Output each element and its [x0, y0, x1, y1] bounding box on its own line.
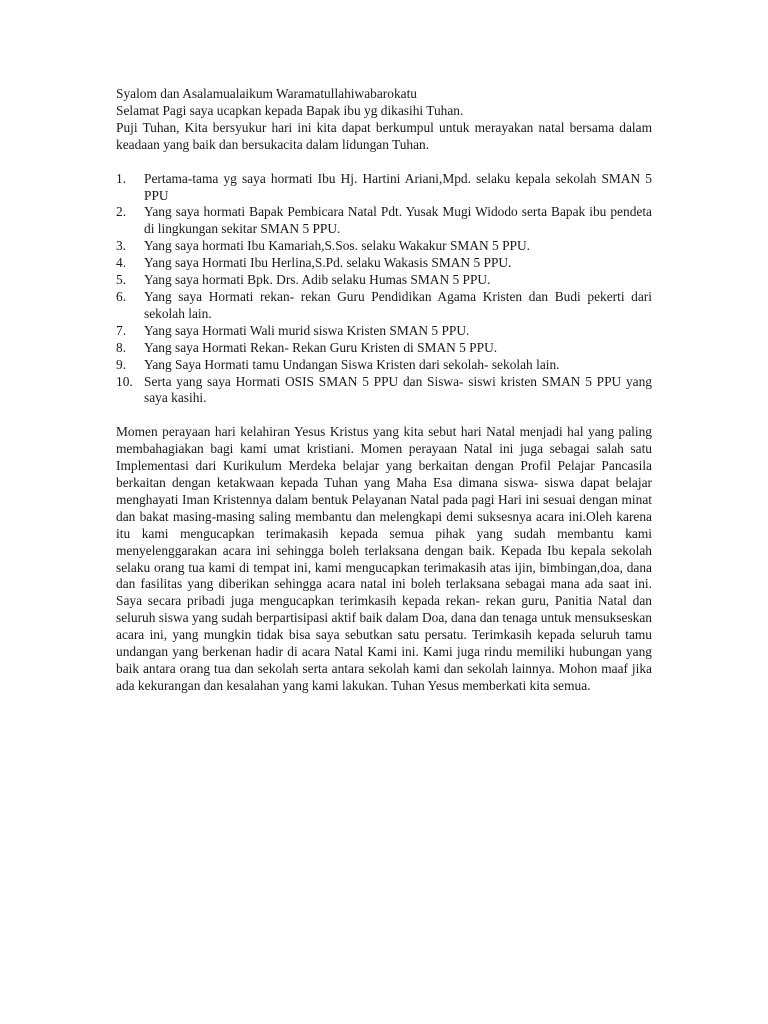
list-item-number: 1. [116, 170, 127, 186]
list-item [116, 374, 652, 408]
document-page [116, 86, 652, 708]
list-item-number: 3. [116, 238, 127, 254]
greeting-line-2: Selamat Pagi saya ucapkan kepada Bapak ibu yg dikasihi Tuhan. [116, 102, 464, 118]
list-item-text: Yang saya hormati Ibu Kamariah,S.Sos. selaku Wakakur SMAN 5 PPU. [144, 238, 530, 254]
greeting-line-1: Syalom dan Asalamualaikum Waramatullahiwabarokatu [116, 86, 417, 101]
list-item-text: Yang saya Hormati Rekan- Rekan Guru Kristen di SMAN 5 PPU. [144, 339, 498, 355]
list-item-number: 6. [116, 288, 127, 304]
list-item-text: Yang saya hormati Bpk. Drs. Adib selaku Humas SMAN 5 PPU. [144, 272, 491, 288]
greeting-line-3: Puji Tuhan, Kita bersyukur hari ini kita dapat berkumpul untuk merayakan natal bersama dalam keadaan yang baik dan bersukacita dalam lidungan Tuhan. [116, 119, 652, 152]
list-item-text: Yang saya Hormati Ibu Herlina,S.Pd. selaku Wakasis SMAN 5 PPU. [144, 255, 512, 271]
list-item-text: Yang Saya Hormati tamu Undangan Siswa Kristen dari sekolah- sekolah lain. [144, 356, 560, 372]
body-paragraph: Momen perayaan hari kelahiran Yesus Kristus yang kita sebut hari Natal menjadi hal yang paling membahagiakan bagi kami umat kristiani. Momen perayaan Natal ini juga sebagai salah satu Implementasi dari Kurikulum Merdeka belajar yang berkaitan dengan Profil Pelajar Pancasila berkaitan dengan ketakwaan kepada Tuhan yang Maha Esa dimana siswa- siswa dapat belajar menghayati Iman Kristennya dalam bentuk Pelayanan Natal pada pagi Hari ini sesuai dengan minat dan bakat masing-masing saling membantu dan melengkapi demi suksesnya acara ini.Oleh karena itu kami mengucapkan terimakasih kepada semua pihak yang sudah membantu kami menyelenggarakan acara ini sehingga boleh terlaksana dengan baik. Kepada Ibu kepala sekolah selaku orang tua kami di tempat ini, kami mengucapkan terimakasih atas ijin, bimbingan,doa, dana dan fasilitas yang diberikan sehingga acara natal ini boleh terlaksana sebagai mana ada saat ini. Saya secara pribadi juga mengucapkan terimkasih kepada rekan- rekan guru, Panitia Natal dan seluruh siswa yang sudah berpartisipasi aktif baik dalam Doa, dana dan tenaga untuk mensukseskan acara ini, yang mungkin tidak bisa saya sebutkan satu persatu. Terimkasih kepada seluruh tamu undangan yang berkenan hadir di acara Natal Kami ini. Kami juga rindu memiliki hubungan yang baik antara orang tua dan sekolah serta antara sekolah kami dan sekolah lainnya. Mohon maaf jika ada kekurangan dan kesalahan yang kami lakukan. Tuhan Yesus memberkati kita semua. [116, 424, 652, 693]
list-item-number: 10. [116, 373, 133, 389]
list-item-number: 2. [116, 204, 127, 220]
list-item [116, 171, 652, 205]
list-item-text: Yang saya Hormati rekan- rekan Guru Pendidikan Agama Kristen dan Budi pekerti dari sekolah lain. [144, 288, 652, 321]
list-item [116, 289, 652, 323]
list-item [116, 323, 652, 340]
list-item [116, 204, 652, 238]
list-item-number: 8. [116, 339, 127, 355]
list-item-number: 5. [116, 272, 127, 288]
list-item-text: Pertama-tama yg saya hormati Ibu Hj. Hartini Ariani,Mpd. selaku kepala sekolah SMAN 5 PPU [144, 170, 652, 203]
list-item-number: 9. [116, 356, 127, 372]
list-item [116, 238, 652, 255]
list-item [116, 272, 652, 289]
greeting-block [116, 86, 652, 154]
list-item-number: 7. [116, 322, 127, 338]
list-item [116, 357, 652, 374]
list-item [116, 255, 652, 272]
honorifics-list [116, 171, 652, 408]
list-item-number: 4. [116, 255, 127, 271]
list-item-text: Yang saya hormati Bapak Pembicara Natal Pdt. Yusak Mugi Widodo serta Bapak ibu pendeta di lingkungan sekitar SMAN 5 PPU. [144, 204, 652, 237]
list-item [116, 340, 652, 357]
list-item-text: Serta yang saya Hormati OSIS SMAN 5 PPU dan Siswa- siswi kristen SMAN 5 PPU yang saya kasihi. [144, 373, 652, 406]
list-item-text: Yang saya Hormati Wali murid siswa Kristen SMAN 5 PPU. [144, 322, 470, 338]
